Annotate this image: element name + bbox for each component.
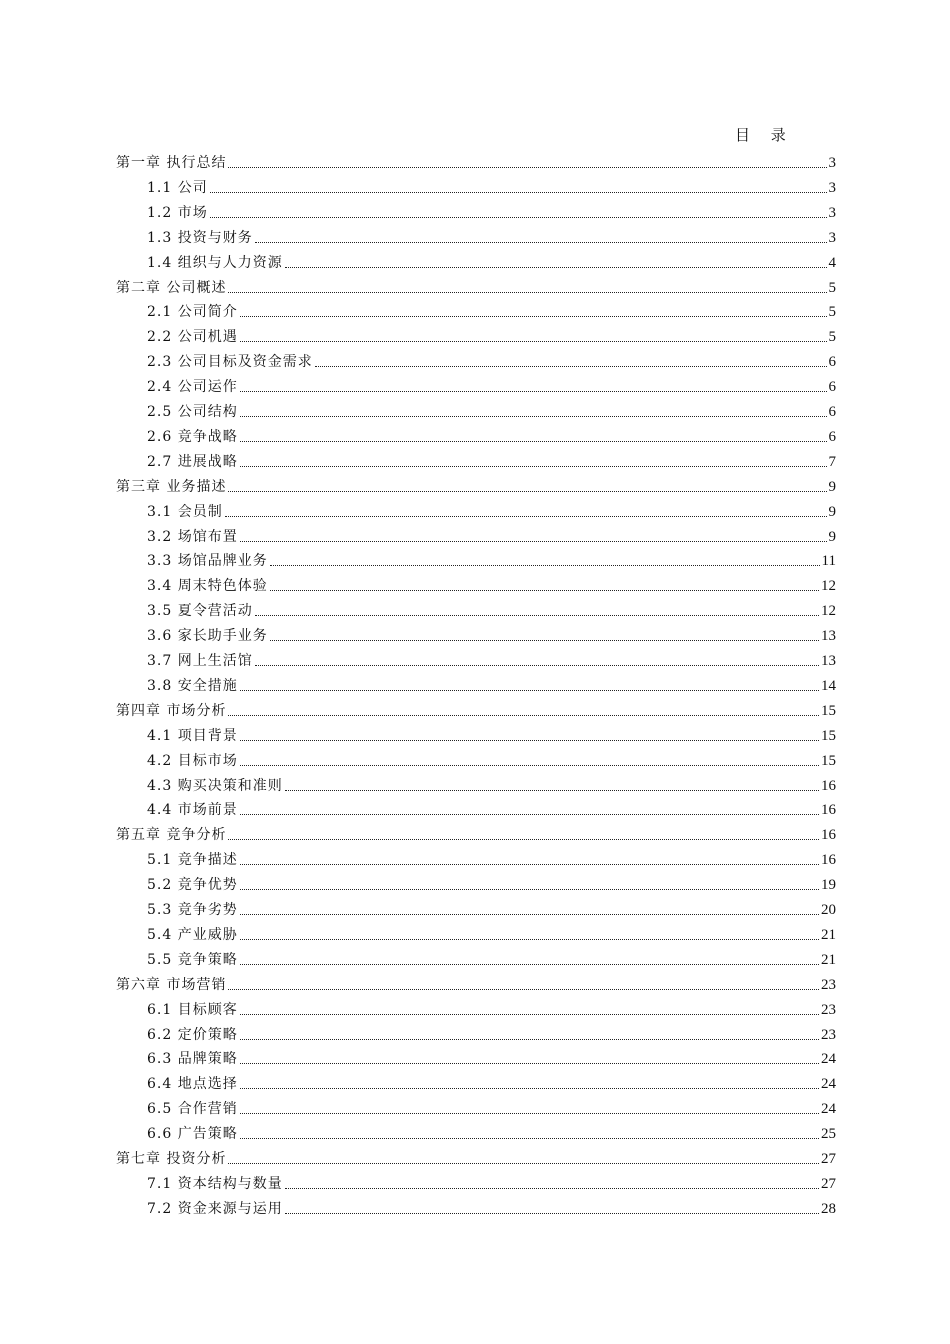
dot-leader [240,913,819,915]
toc-entry-label: 2.6 竞争战略 [147,428,238,445]
toc-entry-label: 2.7 进展战略 [147,453,238,470]
toc-page-number: 15 [821,752,836,769]
dot-leader [240,440,827,442]
toc-entry-label: 3.3 场馆品牌业务 [147,553,268,570]
toc-page-number: 15 [821,702,836,719]
toc-section-entry[interactable] [0,447,836,471]
toc-page-number: 12 [821,578,836,595]
toc-section-entry[interactable] [0,671,836,695]
dot-leader [240,764,819,766]
toc-page-number: 14 [821,677,836,694]
toc-section-entry[interactable] [0,422,836,446]
toc-section-entry[interactable] [0,397,836,421]
toc-entry-label: 第一章 执行总结 [116,155,227,171]
toc-section-entry[interactable] [0,621,836,645]
toc-page-number: 11 [821,553,836,570]
toc-section-entry[interactable] [0,870,836,894]
dot-leader [255,664,819,666]
toc-page-number: 15 [821,727,836,744]
toc-entry-label: 第五章 竞争分析 [116,827,227,844]
toc-entry-label: 2.2 公司机遇 [147,329,238,346]
dot-leader [255,241,827,243]
toc-page-number: 6 [828,379,836,396]
toc-section-entry[interactable] [0,920,836,944]
toc-entry-label: 7.2 资金来源与运用 [147,1200,283,1217]
toc-section-entry[interactable] [0,721,836,745]
dot-leader [255,614,819,616]
dot-leader [240,315,827,317]
toc-chapter-entry[interactable] [0,472,836,496]
dot-leader [270,639,819,641]
dot-leader [240,1062,819,1064]
toc-entry-label: 第四章 市场分析 [116,702,227,719]
dot-leader [228,490,826,492]
toc-entry-label: 6.6 广告策略 [147,1126,238,1143]
toc-section-entry[interactable] [0,1044,836,1068]
toc-page-number: 3 [828,155,836,171]
dot-leader [240,540,827,542]
dot-leader [315,365,827,367]
toc-entry-label: 第二章 公司概述 [116,279,227,296]
dot-leader [240,739,819,741]
toc-section-entry[interactable] [0,895,836,919]
toc-entry-label: 第七章 投资分析 [116,1151,227,1167]
dot-leader [228,988,819,990]
dot-leader [240,340,827,342]
toc-entry-label: 3.6 家长助手业务 [147,628,268,645]
dot-leader [228,714,819,716]
toc-entry-label: 1.4 组织与人力资源 [147,254,283,271]
toc-page-number: 24 [821,1076,836,1093]
toc-page-number: 13 [821,628,836,645]
toc-page-number: 16 [821,852,836,869]
dot-leader [240,813,819,815]
toc-page-number: 9 [828,503,836,520]
toc-section-entry[interactable] [0,1094,836,1118]
toc-page-number: 3 [828,229,836,246]
dot-leader [228,166,826,168]
dot-leader [240,963,819,965]
toc-chapter-entry[interactable] [0,273,836,297]
toc-section-entry[interactable] [0,646,836,670]
toc-section-entry[interactable] [0,173,836,197]
toc-section-entry[interactable] [0,1069,836,1093]
dot-leader [240,390,827,392]
toc-page-number: 19 [821,877,836,894]
dot-leader [228,1162,819,1164]
dot-leader [240,1038,819,1040]
toc-entry-label: 7.1 资本结构与数量 [147,1175,283,1192]
dot-leader [240,938,819,940]
dot-leader [285,1187,819,1189]
toc-section-entry[interactable] [0,845,836,869]
toc-entry-label: 5.1 竞争描述 [147,852,238,869]
toc-section-entry[interactable] [0,571,836,595]
dot-leader [285,1212,819,1214]
toc-page-number: 9 [828,478,836,495]
toc-page-number: 28 [821,1200,836,1217]
toc-entry-label: 3.7 网上生活馆 [147,653,253,669]
toc-page-number: 16 [821,777,836,794]
toc-section-entry[interactable] [0,297,836,321]
toc-entry-label: 3.8 安全措施 [147,677,238,694]
toc-section-entry[interactable] [0,546,836,570]
toc-section-entry[interactable] [0,522,836,546]
toc-page-number: 24 [821,1051,836,1068]
toc-entry-label: 5.5 竞争策略 [147,951,238,968]
toc-page-number: 9 [828,528,836,545]
toc-page-number: 6 [828,354,836,371]
toc-entry-label: 5.2 竞争优势 [147,877,238,894]
toc-section-entry[interactable] [0,596,836,620]
dot-leader [240,415,827,417]
toc-page-number: 5 [828,329,836,346]
toc-page-number: 5 [828,304,836,321]
toc-entry-label: 6.2 定价策略 [147,1026,238,1043]
toc-chapter-entry[interactable] [0,696,836,720]
toc-page-number: 4 [828,254,836,271]
toc-entry-label: 第六章 市场营销 [116,976,227,993]
toc-section-entry[interactable] [0,322,836,346]
dot-leader [240,888,819,890]
toc-page-number: 16 [821,827,836,844]
toc-page-number: 20 [821,902,836,918]
toc-page-number: 27 [821,1175,836,1192]
toc-section-entry[interactable] [0,995,836,1019]
toc-page-number: 3 [828,179,836,196]
toc-entry-label: 2.4 公司运作 [147,379,238,396]
dot-leader [270,564,820,566]
toc-entry-label: 1.2 市场 [147,204,208,221]
toc-page-number: 7 [828,453,836,470]
toc-entry-label: 1.3 投资与财务 [147,229,253,246]
toc-page-number: 12 [821,603,836,620]
toc-entry-label: 6.3 品牌策略 [147,1051,238,1068]
toc-entry-label: 6.4 地点选择 [147,1076,238,1093]
dot-leader [228,291,826,293]
toc-entry-label: 6.1 目标顾客 [147,1001,238,1018]
toc-page-number: 24 [821,1101,836,1118]
toc-entry-label: 3.1 会员制 [147,503,223,520]
toc-page-number: 23 [821,1026,836,1043]
toc-entry-label: 3.2 场馆布置 [147,528,238,545]
toc-chapter-entry[interactable] [0,148,836,172]
toc-section-entry[interactable] [0,372,836,396]
dot-leader [240,689,819,691]
toc-entry-label: 4.3 购买决策和准则 [147,777,283,794]
dot-leader [240,863,819,865]
toc-page-number: 21 [821,951,836,968]
toc-page-number: 3 [828,204,836,221]
toc-entry-label: 4.1 项目背景 [147,727,238,744]
toc-section-entry[interactable] [0,223,836,247]
toc-section-entry[interactable] [0,497,836,521]
toc-section-entry[interactable] [0,347,836,371]
toc-entry-label: 4.2 目标市场 [147,752,238,769]
toc-page-number: 25 [821,1126,836,1143]
toc-section-entry[interactable] [0,1194,836,1218]
toc-entry-label: 5.4 产业威胁 [147,926,238,943]
toc-section-entry[interactable] [0,198,836,222]
toc-chapter-entry[interactable] [0,820,836,844]
dot-leader [225,515,827,517]
toc-section-entry[interactable] [0,1169,836,1193]
dot-leader [285,266,827,268]
dot-leader [240,1112,819,1114]
toc-section-entry[interactable] [0,1020,836,1044]
toc-section-entry[interactable] [0,248,836,272]
dot-leader [240,1013,819,1015]
toc-entry-label: 1.1 公司 [147,179,208,196]
toc-section-entry[interactable] [0,746,836,770]
toc-entry-label: 4.4 市场前景 [147,802,238,819]
toc-chapter-entry[interactable] [0,970,836,994]
toc-entry-label: 3.5 夏令营活动 [147,603,253,620]
dot-leader [210,191,827,193]
toc-entry-label: 6.5 合作营销 [147,1101,238,1118]
toc-entry-label: 2.3 公司目标及资金需求 [147,354,313,371]
toc-entry-label: 2.1 公司简介 [147,304,238,321]
toc-section-entry[interactable] [0,945,836,969]
toc-entry-label: 5.3 竞争劣势 [147,902,238,918]
toc-chapter-entry[interactable] [0,1144,836,1168]
toc-entry-label: 第三章 业务描述 [116,478,227,495]
toc-page-number: 16 [821,802,836,819]
toc-page-number: 6 [828,428,836,445]
toc-section-entry[interactable] [0,1119,836,1143]
toc-entry-label: 3.4 周末特色体验 [147,578,268,595]
toc-page-number: 5 [828,279,836,296]
toc-page-number: 13 [821,653,836,669]
dot-leader [240,1137,819,1139]
toc-title: 目 录 [735,126,794,144]
dot-leader [285,789,819,791]
dot-leader [240,1087,819,1089]
dot-leader [240,465,827,467]
toc-page-number: 27 [821,1151,836,1167]
toc-section-entry[interactable] [0,771,836,795]
toc-section-entry[interactable] [0,795,836,819]
toc-page-number: 23 [821,1001,836,1018]
toc-page-number: 23 [821,976,836,993]
dot-leader [270,589,819,591]
dot-leader [210,216,827,218]
toc-page-number: 21 [821,926,836,943]
toc-entry-label: 2.5 公司结构 [147,404,238,420]
dot-leader [228,838,819,840]
toc-page-number: 6 [828,404,836,420]
